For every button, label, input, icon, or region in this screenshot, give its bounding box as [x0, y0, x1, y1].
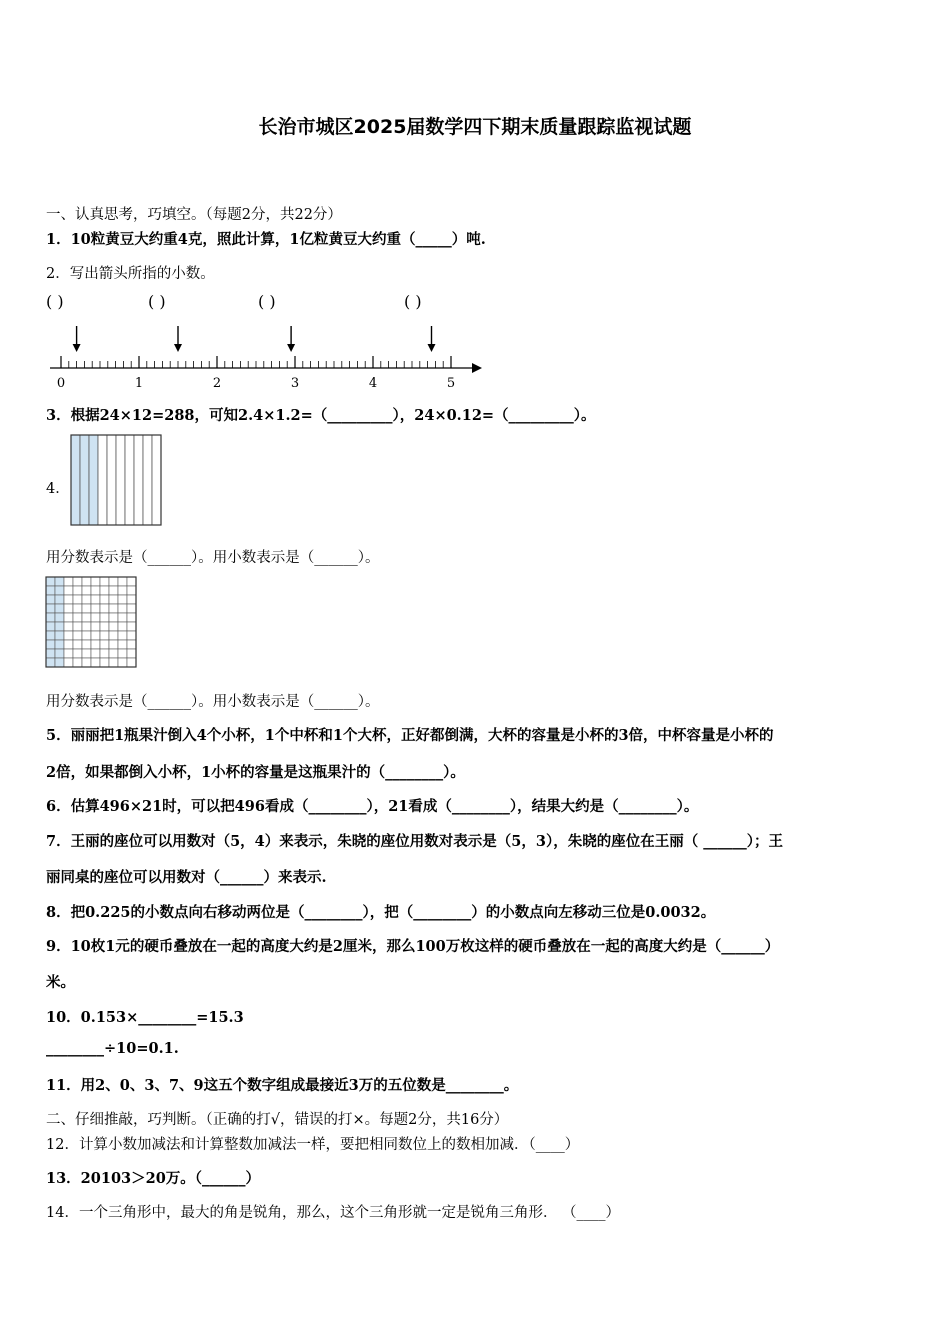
- grid-cell: [100, 649, 109, 658]
- grid-cell: [91, 658, 100, 667]
- strip: [125, 435, 134, 525]
- grid-cell: [100, 595, 109, 604]
- grid-cell: [82, 631, 91, 640]
- grid-cell: [73, 604, 82, 613]
- pointer-arrowhead-2: [174, 344, 182, 352]
- pointer-arrowhead-1: [73, 344, 81, 352]
- shaded-strip: [80, 435, 89, 525]
- question-12: 12．计算小数加减法和计算整数加减法一样，要把相同数位上的数相加减．（____）: [46, 1137, 580, 1153]
- grid-cell: [100, 622, 109, 631]
- grid-cell: [109, 649, 118, 658]
- pointer-arrowhead-4: [428, 344, 436, 352]
- strip: [98, 435, 107, 525]
- strip: [134, 435, 143, 525]
- grid-cell: [82, 586, 91, 595]
- grid-cell: [127, 631, 136, 640]
- shaded-cell: [55, 631, 64, 640]
- grid-cell: [118, 604, 127, 613]
- grid-cell: [91, 649, 100, 658]
- grid-cell: [100, 604, 109, 613]
- grid-cell: [100, 613, 109, 622]
- question-7-line-1: 7．王丽的座位可以用数对（5，4）来表示，朱晓的座位用数对表示是（5，3），朱晓的座位在王丽（ ______）；王: [46, 833, 783, 850]
- number-line-figure: [46, 292, 486, 392]
- grid-cell: [82, 613, 91, 622]
- shaded-cell: [46, 586, 55, 595]
- question-1: 1．10粒黄豆大约重4克，照此计算，1亿粒黄豆大约重（_____）吨.: [46, 231, 486, 248]
- grid-cell: [118, 631, 127, 640]
- grid-cell: [91, 613, 100, 622]
- shaded-cell: [55, 577, 64, 586]
- pointer-arrowhead-3: [287, 344, 295, 352]
- grid-cell: [109, 604, 118, 613]
- grid-cell: [109, 622, 118, 631]
- grid-cell: [82, 622, 91, 631]
- grid-cell: [109, 640, 118, 649]
- tick-label-5: 5: [446, 376, 456, 391]
- tick-label-2: 2: [212, 376, 222, 391]
- strip: [107, 435, 116, 525]
- grid-cell: [82, 640, 91, 649]
- answer-paren-4: ( ): [404, 292, 422, 311]
- grid-cell: [82, 604, 91, 613]
- grid-cell: [118, 640, 127, 649]
- answer-paren-1: ( ): [46, 292, 64, 311]
- page-title: 长治市城区2025届数学四下期末质量跟踪监视试题: [258, 116, 692, 138]
- shaded-cell: [46, 640, 55, 649]
- shaded-strip: [71, 435, 80, 525]
- grid-cell: [109, 631, 118, 640]
- grid-cell: [127, 613, 136, 622]
- shaded-cell: [46, 604, 55, 613]
- strip: [116, 435, 125, 525]
- shaded-cell: [46, 649, 55, 658]
- grid-cell: [73, 640, 82, 649]
- shaded-cell: [46, 622, 55, 631]
- tick-label-1: 1: [134, 376, 144, 391]
- grid-cell: [64, 640, 73, 649]
- question-8: 8．把0.225的小数点向右移动两位是（________），把（________）的小数点向左移动三位是0.0032。: [46, 904, 716, 921]
- grid-cell: [118, 622, 127, 631]
- question-4b-answer: 用分数表示是（______）。用小数表示是（______）。: [46, 694, 380, 710]
- grid-cell: [118, 649, 127, 658]
- grid-cell: [82, 577, 91, 586]
- grid-cell: [127, 640, 136, 649]
- shaded-cell: [55, 586, 64, 595]
- grid-cell: [91, 640, 100, 649]
- grid-cell: [91, 586, 100, 595]
- tick-label-0: 0: [56, 376, 66, 391]
- grid-cell: [100, 631, 109, 640]
- grid-cell: [64, 631, 73, 640]
- grid-cell: [64, 649, 73, 658]
- grid-cell: [127, 586, 136, 595]
- question-14: 14．一个三角形中，最大的角是锐角，那么，这个三角形就一定是锐角三角形． （____）: [46, 1205, 621, 1221]
- question-2: 2．写出箭头所指的小数。: [46, 266, 215, 282]
- grid-cell: [127, 577, 136, 586]
- grid-cell: [64, 586, 73, 595]
- grid-cell: [127, 622, 136, 631]
- grid-cell: [118, 586, 127, 595]
- shaded-cell: [46, 631, 55, 640]
- hundred-grid-figure: [45, 576, 137, 668]
- grid-cell: [73, 631, 82, 640]
- shaded-cell: [55, 595, 64, 604]
- grid-cell: [100, 640, 109, 649]
- grid-cell: [82, 658, 91, 667]
- strip: [143, 435, 152, 525]
- question-9-line-1: 9．10枚1元的硬币叠放在一起的高度大约是2厘米，那么100万枚这样的硬币叠放在一起的高度大约是（______）: [46, 938, 780, 955]
- question-11: 11．用2、0、3、7、9这五个数字组成最接近3万的五位数是________。: [46, 1077, 519, 1094]
- grid-cell: [91, 631, 100, 640]
- shaded-cell: [46, 577, 55, 586]
- question-10-line-2: ________÷10=0.1.: [46, 1040, 179, 1057]
- grid-cell: [73, 613, 82, 622]
- tick-label-4: 4: [368, 376, 378, 391]
- grid-cell: [64, 577, 73, 586]
- grid-cell: [73, 595, 82, 604]
- question-7-line-2: 丽同桌的座位可以用数对（______）来表示.: [46, 869, 327, 886]
- grid-cell: [64, 595, 73, 604]
- grid-cell: [118, 658, 127, 667]
- shaded-strip: [89, 435, 98, 525]
- shaded-cell: [55, 658, 64, 667]
- question-13: 13．20103＞20万。（______）: [46, 1170, 261, 1187]
- grid-cell: [127, 649, 136, 658]
- shaded-cell: [46, 658, 55, 667]
- grid-cell: [91, 595, 100, 604]
- tick-label-3: 3: [290, 376, 300, 391]
- grid-cell: [73, 658, 82, 667]
- grid-cell: [82, 595, 91, 604]
- grid-cell: [73, 649, 82, 658]
- shaded-cell: [46, 595, 55, 604]
- grid-cell: [109, 595, 118, 604]
- grid-cell: [127, 658, 136, 667]
- grid-cell: [73, 622, 82, 631]
- question-9-line-2: 米。: [46, 974, 75, 991]
- grid-cell: [91, 622, 100, 631]
- grid-cell: [64, 604, 73, 613]
- grid-cell: [91, 604, 100, 613]
- grid-cell: [100, 577, 109, 586]
- grid-cell: [127, 604, 136, 613]
- number-line-svg: [46, 292, 486, 392]
- grid-cell: [73, 577, 82, 586]
- grid-cell: [73, 586, 82, 595]
- grid-cell: [109, 577, 118, 586]
- grid-cell: [127, 595, 136, 604]
- shaded-cell: [55, 604, 64, 613]
- question-6: 6．估算496×21时，可以把496看成（________），21看成（________），结果大约是（________）。: [46, 798, 699, 815]
- grid-cell: [118, 613, 127, 622]
- grid-cell: [118, 595, 127, 604]
- section-1-heading: 一、认真思考，巧填空。（每题2分，共22分）: [46, 207, 342, 223]
- grid-cell: [118, 577, 127, 586]
- shaded-cell: [46, 613, 55, 622]
- answer-paren-2: ( ): [148, 292, 166, 311]
- number-line-arrowhead: [472, 363, 482, 373]
- question-5-line-1: 5．丽丽把1瓶果汁倒入4个小杯，1个中杯和1个大杯，正好都倒满，大杯的容量是小杯的3倍，中杯容量是小杯的: [46, 727, 774, 744]
- grid-cell: [109, 658, 118, 667]
- section-2-heading: 二、仔细推敲，巧判断。（正确的打√，错误的打×。每题2分，共16分）: [46, 1112, 509, 1128]
- grid-cell: [91, 577, 100, 586]
- grid-cell: [64, 613, 73, 622]
- grid-cell: [64, 658, 73, 667]
- shaded-cell: [55, 640, 64, 649]
- grid-cell: [109, 613, 118, 622]
- grid-cell: [64, 622, 73, 631]
- question-3: 3．根据24×12=288，可知2.4×1.2=（_________），24×0.12=（_________）。: [46, 407, 596, 424]
- answer-paren-3: ( ): [258, 292, 276, 311]
- shaded-cell: [55, 649, 64, 658]
- shaded-cell: [55, 613, 64, 622]
- strip: [152, 435, 161, 525]
- strip-grid-figure: [70, 434, 162, 526]
- shaded-cell: [55, 622, 64, 631]
- question-10-line-1: 10．0.153×________=15.3: [46, 1009, 244, 1026]
- question-4a-answer: 用分数表示是（______）。用小数表示是（______）。: [46, 550, 380, 566]
- grid-cell: [82, 649, 91, 658]
- question-5-line-2: 2倍，如果都倒入小杯，1小杯的容量是这瓶果汁的（________）。: [46, 764, 465, 781]
- grid-cell: [109, 586, 118, 595]
- question-4-label: 4．: [46, 481, 70, 497]
- grid-cell: [100, 586, 109, 595]
- grid-cell: [100, 658, 109, 667]
